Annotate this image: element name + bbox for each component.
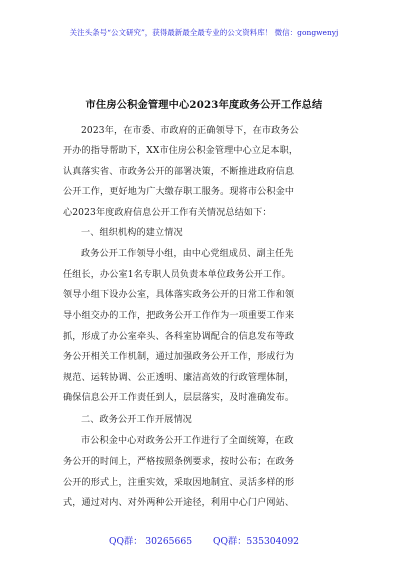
paragraph-line: 开办的指导帮助下，XX市住房公积金管理中心立足本职， xyxy=(63,146,299,156)
paragraph-line: 公开的形式上，注重实效，采取因地制宜、灵活多样的形 xyxy=(63,478,295,488)
footer-contact xyxy=(0,533,408,547)
paragraph-line: 领导小组下设办公室，具体落实政务公开的日常工作和领 xyxy=(63,290,295,300)
paragraph-line: 规范、运转协调、公正透明、廉洁高效的行政管理体制， xyxy=(63,373,295,383)
paragraph-line: 政务公开工作领导小组，由中心党组成员、副主任先 xyxy=(81,249,294,259)
footer-qq-group-2: QQ群：535304092 xyxy=(212,536,300,547)
paragraph-line: 务公开的时间上，严格按照条例要求，按时公布；在政务 xyxy=(63,457,295,467)
paragraph-line: 公开工作，更好地为广大缴存职工服务。现将市公积金中 xyxy=(63,187,295,197)
section-heading: 二、政务公开工作开展情况 xyxy=(81,415,192,425)
section-heading: 一、组织机构的建立情况 xyxy=(81,228,183,238)
paragraph-line: 导小组交办的工作，把政务公开工作作为一项重要工作来 xyxy=(63,311,295,321)
paragraph-line: 市公积金中心对政务公开工作进行了全面统筹，在政 xyxy=(81,436,294,446)
paragraph-line: 确保信息公开工作责任到人，层层落实，及时准确发布。 xyxy=(63,393,295,403)
paragraph-line: 心2023年度政府信息公开工作有关情况总结如下： xyxy=(63,208,272,218)
document-title: 市住房公积金管理中心2023年度政务公开工作总结 xyxy=(85,99,323,111)
paragraph-line: 式，通过对内、对外两种公开途径，利用中心门户网站、 xyxy=(63,498,295,508)
paragraph-line: 抓，形成了办公室牵头、各科室协调配合的信息发布等政 xyxy=(63,332,295,342)
paragraph-line: 任组长，办公室1名专职人员负责本单位政务公开工作。 xyxy=(63,270,291,280)
footer-qq-group-1: QQ群： 30265665 xyxy=(108,536,193,547)
paragraph-line: 认真落实省、市政务公开的部署决策，不断推进政府信息 xyxy=(63,167,295,177)
paragraph-line: 务公开相关工作机制，通过加强政务公开工作，形成行为 xyxy=(63,352,295,362)
top-banner: 关注头条号“公文研究”，获得最新最全最专业的公文资料库！ 微信：gongwenyj xyxy=(69,28,339,37)
paragraph-line: 2023年，在市委、市政府的正确领导下，在市政务公 xyxy=(81,126,299,136)
